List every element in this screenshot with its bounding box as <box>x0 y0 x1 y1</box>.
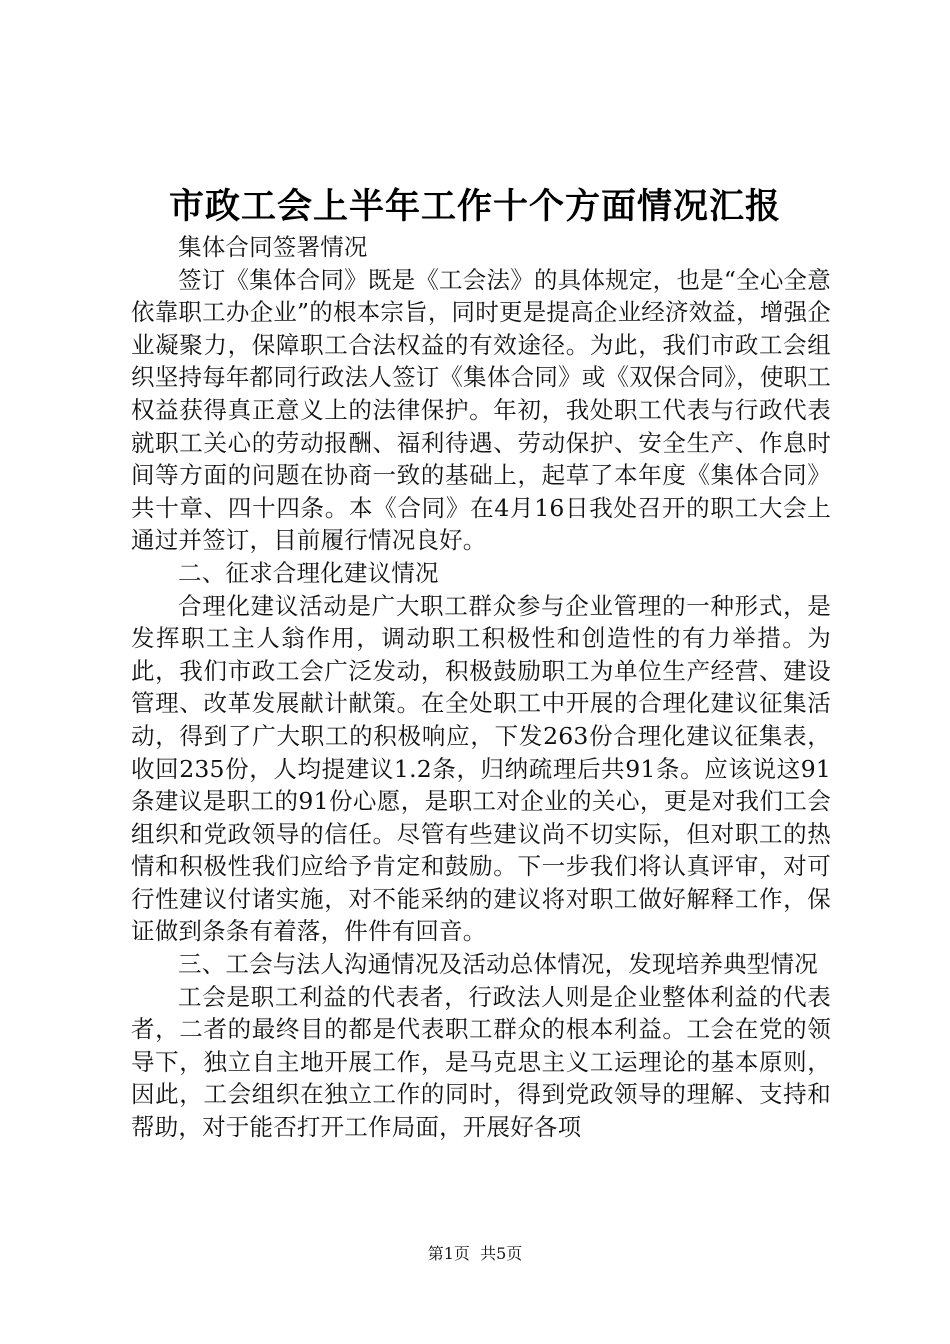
section-heading: 二、征求合理化建议情况 <box>178 558 439 587</box>
document-title: 市政工会上半年工作十个方面情况汇报 <box>168 186 781 227</box>
page-number: 第1页 <box>427 1244 470 1263</box>
body-paragraph: 合理化建议活动是广大职工群众参与企业管理的一种形式，是发挥职工主人翁作用，调动职工积极性和创造性的有力举措。为此，我们市政工会广泛发动，积极鼓励职工为单位生产经营、建设管理、改革发展献计献策。在全处职工中开展的合理化建议征集活动，得到了广大职工的积极响应，下发263份合理化建议征集表，收回235份，人均提建议1.2条，归纳疏理后共91条。应该说这91条建议是职工的91份心愿，是职工对企业的关心，更是对我们工会组织和党政领导的信任。尽管有些建议尚不切实际，但对职工的热情和积极性我们应给予肯定和鼓励。下一步我们将认真评审，对可行性建议付诸实施，对不能采纳的建议将对职工做好解释工作，保证做到条条有着落，件件有回音。 <box>131 591 831 946</box>
page-footer <box>0 1243 950 1265</box>
footer-separator <box>470 1244 480 1263</box>
document-body <box>131 231 831 1144</box>
body-paragraph: 签订《集体合同》既是《工会法》的具体规定，也是“全心全意依靠职工办企业”的根本宗旨，同时更是提高企业经济效益，增强企业凝聚力，保障职工合法权益的有效途径。为此，我们市政工会组织坚持每年都同行政法人签订《集体合同》或《双保合同》，使职工权益获得真正意义上的法律保护。年初，我处职工代表与行政代表就职工关心的劳动报酬、福利待遇、劳动保护、安全生产、作息时间等方面的问题在协商一致的基础上，起草了本年度《集体合同》共十章、四十四条。本《合同》在4月16日我处召开的职工大会上通过并签订，目前履行情况良好。 <box>131 265 831 555</box>
section-heading: 三、工会与法人沟通情况及活动总体情况，发现培养典型情况 <box>178 950 818 979</box>
section-heading: 集体合同签署情况 <box>178 233 368 261</box>
page-total: 共5页 <box>480 1244 523 1263</box>
body-paragraph: 工会是职工利益的代表者，行政法人则是企业整体利益的代表者，二者的最终目的都是代表职工群众的根本利益。工会在党的领导下，独立自主地开展工作，是马克思主义工运理论的基本原则，因此，工会组织在独立工作的同时，得到党政领导的理解、支持和帮助，对于能否打开工作局面，开展好各项 <box>131 982 831 1142</box>
